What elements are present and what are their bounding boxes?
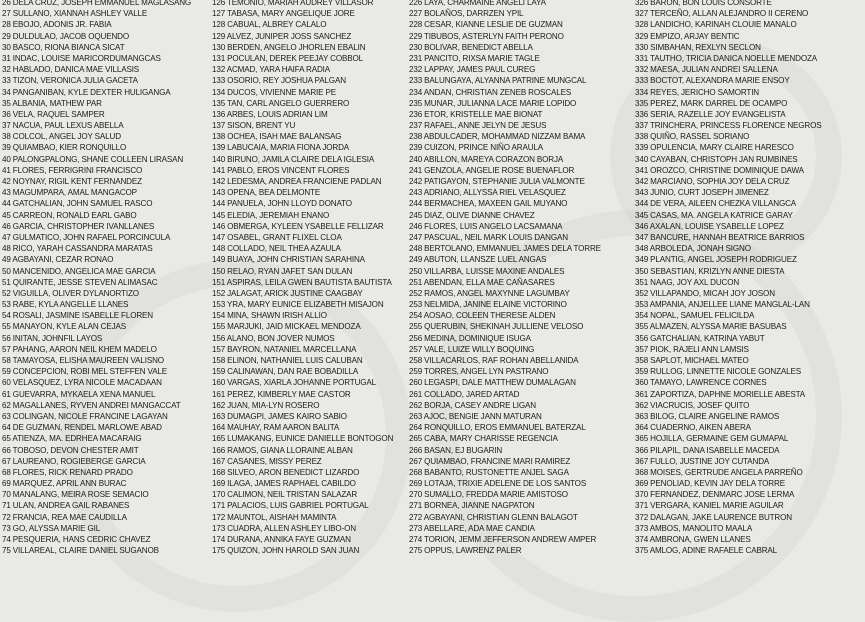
list-item: 374 AMBRONA, GWEN LLANES [635, 535, 751, 544]
list-item: 250 VILLARBA, LUISSE MAXINE ANDALES [409, 266, 565, 276]
list-item: 33 TIZON, VERONICA JULIA GACETA [2, 76, 138, 86]
list-item: 355 ALMAZEN, ALYSSA MARIE BASUBAS [635, 322, 787, 332]
list-item: 70 MANALANG, MEIRA ROSE SEMACIO [2, 490, 149, 500]
list-item: 275 OPPUS, LAWRENZ PALER [409, 546, 522, 556]
list-item: 148 COLLADO, NEIL THEA AZAULA [212, 244, 341, 254]
list-item: 65 ATIENZA, MA. EDRHEA MACARAIG [2, 434, 142, 444]
list-item: 332 MAESA, JULIAN ANDREI SALLENA [635, 65, 778, 75]
list-item: 238 ABDULCADER, MOHAMMAD NIZZAM BAMA [409, 132, 586, 142]
list-item: 142 LEDESMA, ANDREA FRANCIENE PADLAN [212, 177, 382, 186]
list-item: 54 ROSALI, JASMINE ISABELLE FLOREN [2, 311, 153, 321]
list-item: 351 NAAG, JOY AXL DUCON [635, 277, 740, 287]
list-item: 270 SUMALLO, FREDDA MARIE AMISTOSO [409, 490, 568, 500]
list-item: 352 VILLAPANDO, MICAH JOY JOSON [635, 288, 775, 298]
list-item: 30 BASCO, RIONA BIANCA SICAT [2, 42, 125, 52]
list-item: 164 MAUHAY, RAM AARON BALITA [212, 423, 340, 433]
list-item: 61 GUEVARRA, MYKAELA XENA MANUEL [2, 389, 156, 399]
list-item: 55 MANAYON, KYLE ALAN CEJAS [2, 322, 126, 332]
list-item: 363 BILOG, CLAIRE ANGELINE RAMOS [635, 411, 780, 421]
list-item: 271 BORNEA, JIANNE NAGPATON [409, 501, 535, 511]
list-item: 258 VILLACARLOS, RAF ROHAN ABELLANIDA [409, 356, 579, 365]
list-item: 251 ABENDAN, ELLA MAE CAÑASARES [409, 277, 555, 287]
list-item: 174 DURANA, ANNIKA FAYE GUZMAN [212, 535, 351, 544]
list-item: 331 TAUTHO, TRICIA DANICA NOELLE MENDOZA [635, 53, 818, 63]
list-item: 335 PEREZ, MARK DARREL DE OCAMPO [635, 98, 788, 108]
list-item: 252 RAMOS, ANGEL MAXYNNE LAGUMBAY [409, 288, 570, 298]
list-item: 71 ULAN, ANDREA GAIL RABANES [2, 501, 130, 511]
list-item: 242 PATIGAYON, STEPHANIE JULIA VALMONTE [409, 177, 585, 186]
list-item: 175 QUIZON, JOHN HAROLD SAN JUAN [212, 546, 360, 556]
list-item: 150 RELAO, RYAN JAFET SAN DULAN [212, 266, 353, 276]
list-item: 135 TAN, CARL ANGELO GUERRERO [212, 98, 350, 108]
list-item: 37 NACUA, PAUL LEXUS ABELLA [2, 121, 124, 131]
list-item: 58 TAMAYOSA, ELISHA MAUREEN VALISNO [2, 356, 164, 365]
list-item: 272 AGBAYANI, CHRISTIAN GLENN BALAGOT [409, 512, 578, 522]
list-item: 342 MARCIANO, SOPHIA JOY DELA CRUZ [635, 177, 790, 186]
list-item: 169 ILAGA, JAMES RAPHAEL CABILDO [212, 479, 356, 489]
list-item: 350 SEBASTIAN, KRIZLYN ANNE DIESTA [635, 266, 785, 276]
list-item: 361 ZAPORTIZA, DAPHNE MORIELLE ABESTA [635, 389, 806, 399]
list-item: 59 CONCEPCION, ROBI MEL STEFFEN VALE [2, 367, 168, 377]
list-item: 46 GARCIA, CHRISTOPHER IVANLLANES [2, 221, 155, 231]
list-item: 359 RULLOG, LINNETTE NICOLE GONZALES [635, 367, 801, 377]
list-item: 366 PILAPIL, DANA ISABELLE MACEDA [635, 445, 780, 455]
list-item: 161 PEREZ, KIMBERLY MAE CASTOR [212, 389, 351, 399]
list-item: 152 JALAGAT, ARICK JUSTINE CAAGBAY [212, 288, 363, 298]
list-item: 368 MOISES, GERTRUDE ANGELA PARREÑO [635, 467, 803, 477]
list-item: 237 RAFAEL, ANNE JELYN DE JESUS [409, 121, 547, 131]
list-item: 158 ELINON, NATHANIEL LUIS CALUBAN [212, 356, 363, 365]
list-item: 43 MAGUMPARA, AMAL MANGACOP [2, 188, 137, 198]
list-item: 353 AMPANIA, ANJELLEE LIANE MANGLAL-LAN [635, 300, 810, 310]
list-item: 145 ELEDIA, JEREMIAH ENANO [212, 210, 330, 220]
list-item: 269 LOTAJA, TRIXIE ADELENE DE LOS SANTOS [409, 479, 587, 489]
name-column-1 [0, 0, 212, 567]
list-item: 334 REYES, JERICHO SAMORTIN [635, 87, 759, 97]
list-item: 234 ANDAN, CHRISTIAN ZENEB ROSCALES [409, 87, 572, 97]
list-item: 231 PANCITO, RIXSA MARIE TAGLE [409, 53, 540, 63]
list-item: 64 DE GUZMAN, RENDEL MARLOWE ABAD [2, 423, 162, 433]
list-item: 53 RABE, KYLA ANGELLE LLANES [2, 300, 129, 310]
list-item: 244 BERMACHEA, MAXEEN GAIL MUYANO [409, 199, 568, 209]
list-item: 154 MINA, SHAWN IRISH ALLIO [212, 311, 327, 321]
list-item: 371 VERGARA, KANIEL MARIE AGUILAR [635, 501, 784, 511]
list-item: 263 AJOC, BENGIE JANN MATURAN [409, 411, 542, 421]
list-item: 375 AMLOG, ADINE RAFAELE CABRAL [635, 546, 777, 556]
list-item: 163 DUMAGPI, JAMES KAIRO SABIO [212, 411, 347, 421]
list-item: 336 SERIA, RAZELLE JOY EVANGELISTA [635, 109, 786, 119]
list-item: 42 NOYNAY, RIGIL KENT FERNANDEZ [2, 177, 142, 186]
name-column-2 [212, 0, 409, 567]
list-item: 372 DALAGAN, JAKE LAURENCE BUTRON [635, 512, 792, 522]
list-item: 48 RICO, YARAH CASSANDRA MARATAS [2, 244, 153, 254]
name-column-4 [635, 0, 865, 567]
list-item: 74 PESQUERIA, HANS CEDRIC CHAVEZ [2, 535, 151, 544]
list-item: 260 LEGASPI, DALE MATTHEW DUMALAGAN [409, 378, 576, 388]
list-item: 126 TEMONIO, MARIAH AUDREY VILLASOR [212, 0, 374, 7]
list-item: 170 CALIMON, NEIL TRISTAN SALAZAR [212, 490, 358, 500]
list-item: 151 ASPIRAS, LEILA GWEN BAUTISTA BAUTISTA [212, 277, 392, 287]
list-item: 228 CESAR, KIANNE LESLIE DE GUZMAN [409, 20, 563, 30]
list-item: 261 COLLADO, JARED ARTAD [409, 389, 520, 399]
list-item: 365 HOJILLA, GERMAINE GEM GUMAPAL [635, 434, 789, 444]
list-item: 31 INDAC, LOUISE MARICORDUMANGCAS [2, 53, 161, 63]
list-item: 60 VELASQUEZ, LYRA NICOLE MACADAAN [2, 378, 162, 388]
list-item: 333 BOCTOT, ALEXANDRA MARIE ENSOY [635, 76, 790, 86]
list-item: 362 VIACRUCIS, JOSEF QUITO [635, 400, 750, 410]
list-item: 358 SAPLOT, MICHAEL MATEO [635, 356, 749, 365]
list-item: 247 PASCUAL, NEIL MARK LOUIS DANGAN [409, 232, 568, 242]
list-item: 357 PIOK, RAJELI ANN LAMSIS [635, 344, 749, 354]
list-item: 136 ARBES, LOUIS ADRIAN LIM [212, 109, 328, 119]
list-item: 236 ETOR, KRISTELLE MAE BIONAT [409, 109, 543, 119]
list-item: 73 GO, ALYSSA MARIE GIL [2, 523, 101, 533]
list-item: 373 AMBOS, MANOLITO MAALA [635, 523, 753, 533]
list-item: 160 VARGAS, XIARLA JOHANNE PORTUGAL [212, 378, 377, 388]
list-item: 138 OCHEA, ISAH MAE BALANSAG [212, 132, 342, 142]
list-item: 28 EBOJO, ADONIS JR. FABIA [2, 20, 112, 30]
list-item: 346 AXALAN, LOUISE YSABELLE LOPEZ [635, 221, 784, 231]
list-item: 137 SISON, BRENT YU [212, 121, 296, 131]
list-item: 360 TAMAYO, LAWRENCE CORNES [635, 378, 767, 388]
list-item: 230 BOLIVAR, BENEDICT ABELLA [409, 42, 533, 52]
list-item: 370 FERNANDEZ, DENMARC JOSE LERMA [635, 490, 795, 500]
list-item: 44 GATCHALIAN, JOHN SAMUEL RASCO [2, 199, 153, 209]
list-item: 127 TABASA, MARY ANGELIQUE JORE [212, 9, 355, 19]
list-item: 52 VIGUILLA, OLIVER DYLANORTIZO [2, 288, 139, 298]
list-item: 264 RONQUILLO, EROS EMMANUEL BATERZAL [409, 423, 586, 433]
list-item: 356 GATCHALIAN, KATRINA YABUT [635, 333, 765, 343]
list-item: 35 ALBANIA, MATHEW PAR [2, 98, 102, 108]
list-item: 140 BIRUNO, JAMILA CLAIRE DELA IGLESIA [212, 154, 375, 164]
list-item: 27 SULLANO, XIANNAH ASHLEY VALLE [2, 9, 148, 19]
list-item: 239 CUIZON, PRINCE NIÑO ARAULA [409, 143, 544, 153]
list-item: 69 MARQUEZ, APRIL ANN BURAC [2, 479, 127, 489]
list-item: 32 HABLADO, DANICA MAE VILLASIS [2, 65, 140, 75]
list-item: 157 BAYRON, NATANIEL MARCELLANA [212, 344, 357, 354]
list-item: 226 LAYA, CHARMAINE ANGELI LAYA [409, 0, 546, 7]
list-item: 254 AOSAO, COLEEN THERESE ALDEN [409, 311, 556, 321]
list-item: 40 PALONGPALONG, SHANE COLLEEN LIRASAN [2, 154, 184, 164]
list-item: 166 RAMOS, GIANA LLORAINE ALBAN [212, 445, 353, 455]
list-item: 39 QUIAMBAO, KIER RONQUILLO [2, 143, 127, 153]
list-item: 256 MEDINA, DOMINIQUE ISUGA [409, 333, 531, 343]
list-item: 62 MAGALLANES, RYVEN ANDREI MANGACCAT [2, 400, 181, 410]
list-item: 29 DULDULAO, JACOB OQUENDO [2, 31, 129, 41]
list-item: 259 TORRES, ANGEL LYN PASTRANO [409, 367, 549, 377]
list-item: 262 BORJA, CASEY ANDRE LIGAN [409, 400, 536, 410]
list-item: 354 NOPAL, SAMUEL FELICILDA [635, 311, 755, 321]
list-item: 156 ALANO, BON JOVER NUMOS [212, 333, 335, 343]
list-item: 149 BUAYA, JOHN CHRISTIAN SARAHINA [212, 255, 365, 265]
list-item: 133 OSORIO, REY JOSHUA PALGAN [212, 76, 346, 86]
list-item: 364 CUADERNO, AIKEN ABERA [635, 423, 751, 433]
list-item: 255 QUERUBIN, SHEKINAH JULLIENE VELOSO [409, 322, 584, 332]
list-item: 146 OBMERGA, KYLEEN YSABELLE FELLIZAR [212, 221, 384, 231]
list-item: 171 PALACIOS, LUIS GABRIEL PORTUGAL [212, 501, 369, 511]
list-item: 229 TIBUBOS, ASTERLYN FAITH PERONO [409, 31, 564, 41]
list-item: 246 FLORES, LUIS ANGELO LACSAMANA [409, 221, 563, 231]
list-item: 240 ABILLON, MAREYA CORAZON BORJA [409, 154, 564, 164]
list-item: 344 DE VERA, AILEEN CHEZKA VILLANGCA [635, 199, 797, 209]
list-item: 341 OROZCO, CHRISTINE DOMINIQUE DAWA [635, 165, 804, 175]
list-item: 34 PANGANIBAN, KYLE DEXTER HULIGANGA [2, 87, 171, 97]
list-item: 131 POCULAN, DEREK PEEJAY COBBOL [212, 53, 363, 63]
list-item: 367 FULLO, JUSTINE JOY CUTANDA [635, 456, 770, 466]
list-item: 241 GENZOLA, ANGELIE ROSE BUENAFLOR [409, 165, 575, 175]
list-item: 173 CUADRA, ALLEN ASHLEY LIBO-ON [212, 523, 356, 533]
list-item: 268 BABANTO, RUSTONETTE ANJEL SAGA [409, 467, 569, 477]
list-item: 67 LAUREANO, ROGIEBERGE GARCIA [2, 456, 146, 466]
list-item: 36 VELA, RAQUEL SAMPER [2, 109, 105, 119]
list-item: 143 OPENA, BEA DELMONTE [212, 188, 321, 198]
list-item: 50 MANCENIDO, ANGELICA MAE GARCIA [2, 266, 156, 276]
list-item: 273 ABELLARE, ADA MAE CANDIA [409, 523, 535, 533]
list-item: 139 LABUCAIA, MARIA FIONA JORDA [212, 143, 350, 153]
list-item: 245 DIAZ, OLIVE DIANNE CHAVEZ [409, 210, 535, 220]
list-item: 345 CASAS, MA. ANGELA KATRICE GARAY [635, 210, 793, 220]
list-item: 267 QUIAMBAO, FRANCINE MARI RAMIREZ [409, 456, 571, 466]
list-item: 329 EMPIZO, ARJAY BENTIC [635, 31, 740, 41]
list-item: 159 CALINAWAN, DAN RAE BOBADILLA [212, 367, 359, 377]
list-item: 339 OPULENCIA, MARY CLAIRE HARESCO [635, 143, 794, 153]
list-item: 248 BERTOLANO, EMMANUEL JAMES DELA TORRE [409, 244, 601, 254]
list-item: 337 TRINCHERA, PRINCESS FLORENCE NEGROS [635, 121, 822, 131]
list-item: 49 AGBAYANI, CEZAR RONAO [2, 255, 114, 265]
name-column-3 [409, 0, 635, 567]
list-item: 165 LUMAKANG, EUNICE DANIELLE BONTOGON [212, 434, 394, 444]
list-item: 266 BASAN, EJ BUGARIN [409, 445, 503, 455]
list-item: 235 MUNAR, JULIANNA LACE MARIE LOPIDO [409, 98, 577, 108]
list-item: 128 CABUAL, ALBREY CALALO [212, 20, 327, 30]
list-item: 51 QUIRANTE, JESSE STEVEN ALIMASAC [2, 277, 158, 287]
list-item: 257 VALE, LUIZE WILLY BOQUING [409, 344, 535, 354]
list-item: 47 GULMATICO, JOHN RAFAEL PORCINCULA [2, 232, 171, 242]
list-item: 347 BANCURE, HANNAH BEATRICE BARRIOS [635, 232, 805, 242]
list-item: 167 CASANES, MISSY PEREZ [212, 456, 322, 466]
list-item: 327 TERCEÑO, ALLAN ALEJANDRO II CERENO [635, 9, 809, 19]
list-item: 249 ABUTON, LLANSZE LUEL ANGAS [409, 255, 547, 265]
list-item: 265 CABA, MARY CHARISSE REGENCIA [409, 434, 558, 444]
list-item: 328 LANDICHO, KARINAH CLOUIE MANALO [635, 20, 797, 30]
list-item: 147 OSABEL, GRANT FLIXEL CLOA [212, 232, 342, 242]
list-item: 75 VILLAREAL, CLAIRE DANIEL SUGANOB [2, 546, 159, 556]
list-item: 132 ACMAD, YARA HAIFA RADIA [212, 65, 331, 75]
list-item: 130 BERDEN, ANGELO JHORLEN EBALIN [212, 42, 366, 52]
list-item: 172 MAUNTOL, AISHAH MAMINTA [212, 512, 337, 522]
list-item: 134 DUCOS, VIVIENNE MARIE PE [212, 87, 336, 97]
list-item: 343 JUNIO, CURT JOSEPH JIMENEZ [635, 188, 769, 198]
list-item: 162 JUAN, MIA-LYN ROSERO [212, 400, 320, 410]
list-item: 68 FLORES, RICK RENARD PRADO [2, 467, 133, 477]
list-item: 57 PAHANG, AARON NEIL KHEM MADELO [2, 344, 157, 354]
list-item: 348 ARBOLEDA, JONAH SIGNO [635, 244, 751, 254]
list-item: 227 BOLAÑOS, DARRZEN YPIL [409, 9, 524, 19]
list-item: 340 CAYABAN, CHRISTOPH JAN RUMBINES [635, 154, 798, 164]
list-item: 253 NELMIDA, JANINE ELAINE VICTORINO [409, 300, 567, 310]
list-item: 141 PABLO, EROS VINCENT FLORES [212, 165, 350, 175]
list-item: 338 QUIÑO, RASSEL SORIANO [635, 132, 750, 142]
list-item: 155 MARJUKI, JAID MICKAEL MENDOZA [212, 322, 361, 332]
list-item: 326 BARON, BON LOUIS CONSORTE [635, 0, 772, 7]
list-item: 153 YRA, MARY EUNICE ELIZABETH MISAJON [212, 300, 384, 310]
list-item: 129 ALVEZ, JUNIPER JOSS SANCHEZ [212, 31, 352, 41]
list-item: 63 COLINGAN, NICOLE FRANCINE LAGAYAN [2, 411, 168, 421]
list-item: 232 LAPPAY, JAMES PAUL CUREG [409, 65, 536, 75]
list-item: 26 DELA CRUZ, JOSEPH EMMANUEL MAGLASANG [2, 0, 192, 7]
list-item: 56 INITAN, JOHNFIL LAYOS [2, 333, 103, 343]
list-item: 233 BALUNGAYA, ALYANNA PATRINE MUNGCAL [409, 76, 587, 86]
list-item: 243 ADRIANO, ALLYSSA RIEL VELASQUEZ [409, 188, 566, 198]
list-item: 369 PENOLIAD, KEVIN JAY DELA TORRE [635, 479, 785, 489]
list-item: 274 TORION, JEMM JEFFERSON ANDREW AMPER [409, 535, 597, 544]
list-item: 144 PANUELA, JOHN LLOYD DONATO [212, 199, 352, 209]
list-item: 45 CARREON, RONALD EARL GABO [2, 210, 137, 220]
list-item: 66 TOBOSO, DEVON CHESTER AMIT [2, 445, 139, 455]
list-item: 330 SIMBAHAN, REXLYN SECLON [635, 42, 761, 52]
list-item: 72 FRANCIA, REA MAE CAUDILLA [2, 512, 127, 522]
list-item: 168 SILVEO, ARON BENEDICT LIZARDO [212, 467, 360, 477]
list-item: 41 FLORES, FERRIGRINI FRANCISCO [2, 165, 143, 175]
list-item: 38 COLCOL, ANGEL JOY SALUD [2, 132, 121, 142]
list-item: 349 PLANTIG, ANGEL JOSEPH RODRIGUEZ [635, 255, 797, 265]
